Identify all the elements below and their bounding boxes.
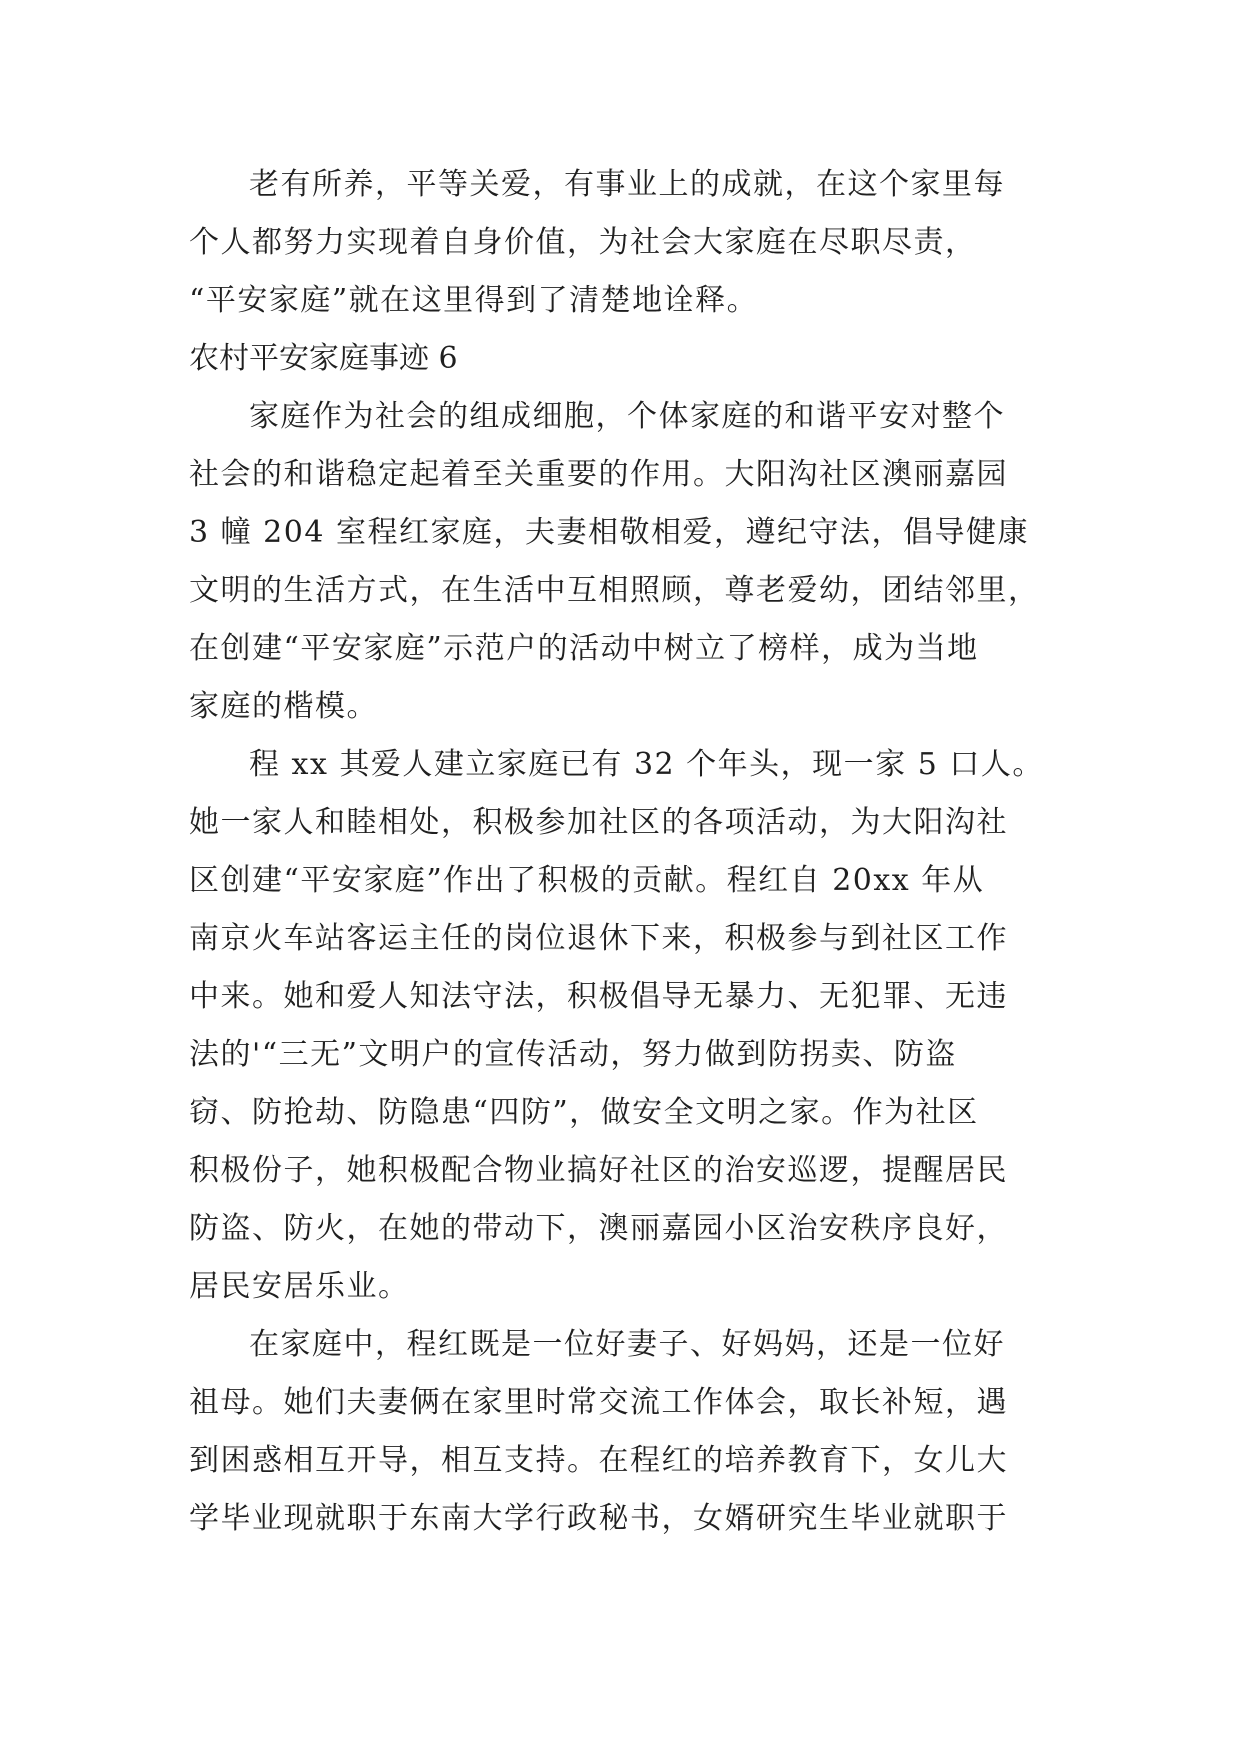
text-line: 家庭的楷模。: [189, 689, 378, 724]
section-heading: 农村平安家庭事迹 6: [189, 341, 458, 376]
paragraph-intro: [189, 156, 1059, 330]
text-line: “平安家庭”就在这里得到了清楚地诠释。: [189, 283, 759, 318]
text-line: 3 幢 204 室程红家庭，夫妻相敬相爱，遵纪守法，倡导健康: [189, 515, 1029, 550]
text-line: 祖母。她们夫妻俩在家里时常交流工作体会，取长补短，遇: [189, 1385, 1008, 1420]
text-line: 窃、防抢劫、防隐患“四防”，做安全文明之家。作为社区: [189, 1095, 979, 1130]
text-line: 社会的和谐稳定起着至关重要的作用。大阳沟社区澳丽嘉园: [189, 457, 1008, 492]
text-line: 南京火车站客运主任的岗位退休下来，积极参与到社区工作: [189, 921, 1008, 956]
text-line: 程 xx 其爱人建立家庭已有 32 个年头，现一家 5 口人。: [249, 747, 1044, 782]
text-line: 法的'“三无”文明户的宣传活动，努力做到防拐卖、防盗: [189, 1037, 957, 1072]
text-line: 她一家人和睦相处，积极参加社区的各项活动，为大阳沟社: [189, 805, 1008, 840]
text-line: 学毕业现就职于东南大学行政秘书，女婿研究生毕业就职于: [189, 1501, 1008, 1536]
text-line: 防盗、防火，在她的带动下，澳丽嘉园小区治安秩序良好，: [189, 1211, 1008, 1246]
text-line: 老有所养，平等关爱，有事业上的成就，在这个家里每: [249, 167, 1005, 202]
text-line: 在创建“平安家庭”示范户的活动中树立了榜样，成为当地: [189, 631, 979, 666]
text-line: 积极份子，她积极配合物业搞好社区的治安巡逻，提醒居民: [189, 1153, 1008, 1188]
text-line: 在家庭中，程红既是一位好妻子、好妈妈，还是一位好: [249, 1327, 1005, 1362]
text-line: 到困惑相互开导，相互支持。在程红的培养教育下，女儿大: [189, 1443, 1008, 1478]
text-line: 区创建“平安家庭”作出了积极的贡献。程红自 20xx 年从: [189, 863, 985, 898]
text-line: 中来。她和爱人知法守法，积极倡导无暴力、无犯罪、无违: [189, 979, 1008, 1014]
text-line: 家庭作为社会的组成细胞，个体家庭的和谐平安对整个: [249, 399, 1005, 434]
text-line: 居民安居乐业。: [189, 1269, 410, 1304]
text-line: 个人都努力实现着自身价值，为社会大家庭在尽职尽责，: [189, 225, 977, 260]
document-body: [189, 156, 1059, 1548]
text-line: 文明的生活方式，在生活中互相照顾，尊老爱幼，团结邻里，: [189, 573, 1040, 608]
paragraph-2: [189, 736, 1059, 1316]
paragraph-1: [189, 388, 1059, 736]
paragraph-3: [189, 1316, 1059, 1548]
